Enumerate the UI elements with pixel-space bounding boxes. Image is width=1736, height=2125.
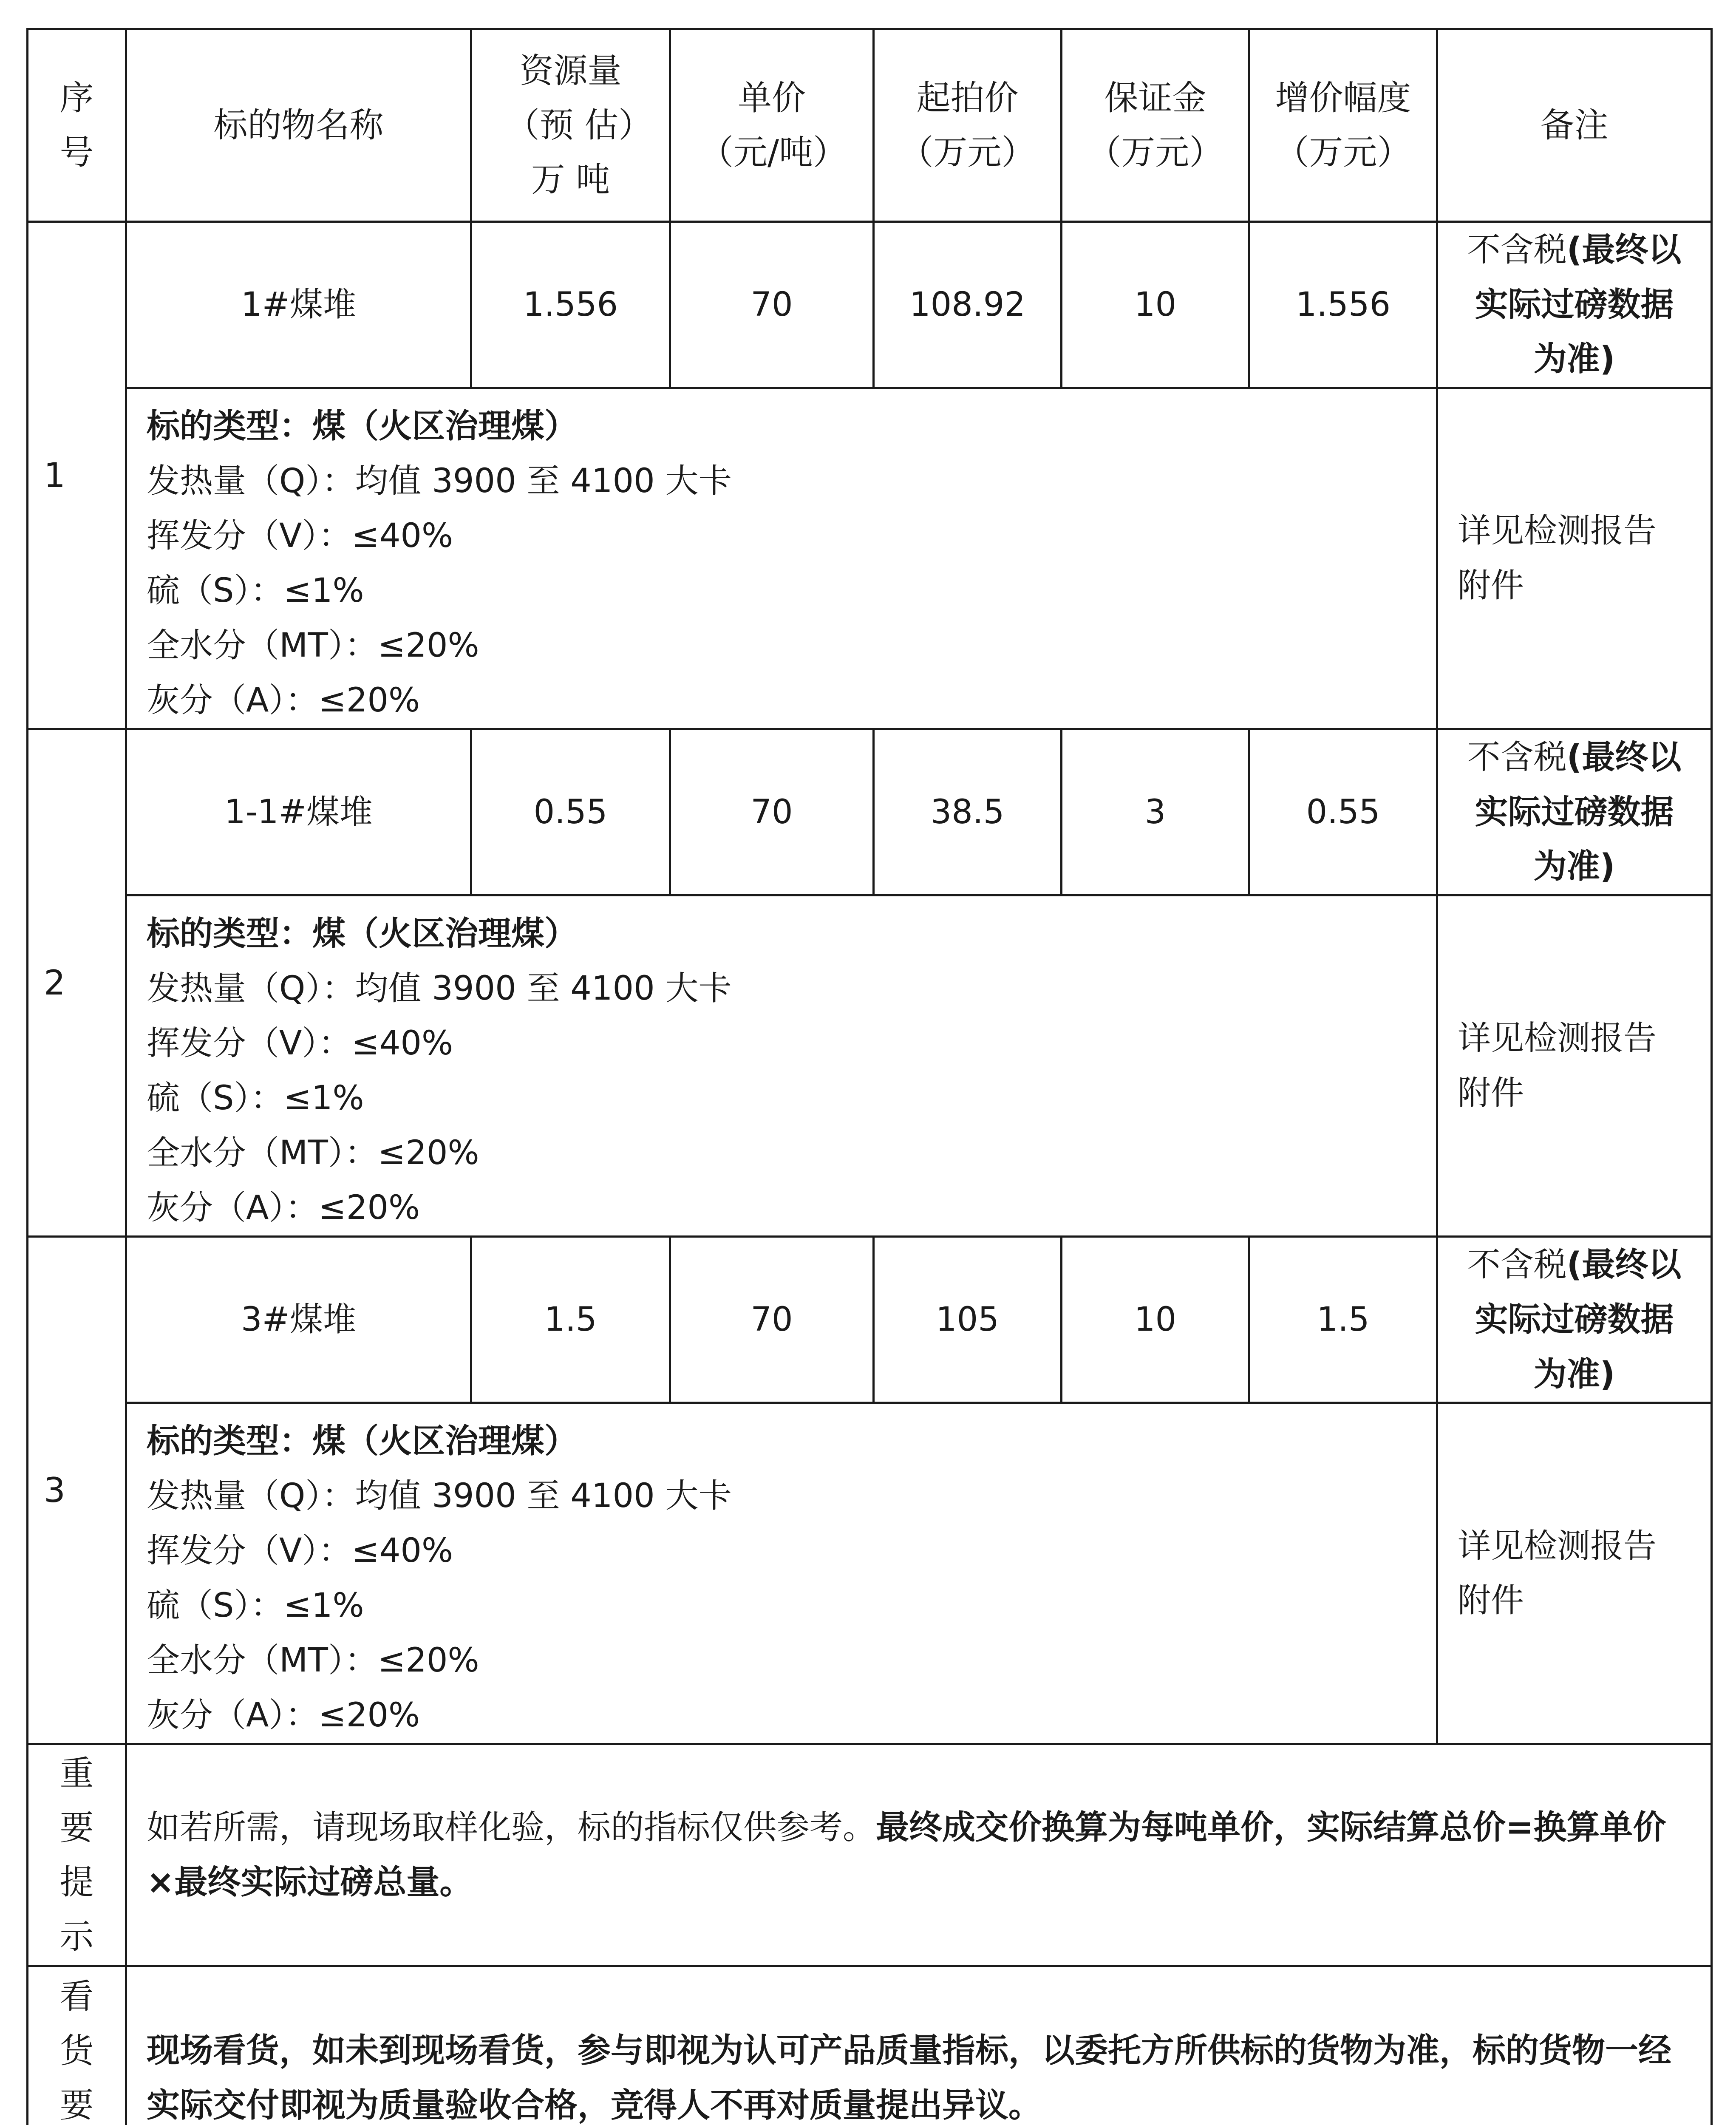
- spec-volatile: 挥发分（V）：≤40%: [147, 1024, 453, 1063]
- inspection-row: [28, 1966, 1712, 2125]
- remark-tax: 不含税: [1467, 738, 1567, 777]
- lot-increment: 0.55: [1249, 729, 1437, 895]
- lot-seq: 1: [28, 222, 126, 729]
- lot-unit-price: 70: [670, 729, 874, 895]
- header-unit-price: 单价（元/吨）: [670, 29, 874, 222]
- important-text: [126, 1744, 1712, 1966]
- spec-moisture: 全水分（MT）：≤20%: [147, 1134, 479, 1173]
- lot-seq: 2: [28, 729, 126, 1237]
- remark-weighing: (最终以实际过磅数据为准): [1475, 231, 1682, 379]
- lot-deposit: 3: [1062, 729, 1249, 895]
- lot-spec: [126, 1403, 1437, 1744]
- inspection-text: [126, 1966, 1712, 2125]
- remark-weighing: (最终以实际过磅数据为准): [1475, 738, 1682, 886]
- spec-title: 标的类型：煤（火区治理煤）: [147, 1422, 578, 1461]
- important-row: [28, 1744, 1712, 1966]
- lot-resource: 1.5: [471, 1237, 670, 1403]
- lot-spec-row: [28, 388, 1712, 729]
- lot-start-price: 38.5: [874, 729, 1062, 895]
- spec-note: 详见检测报告附件: [1437, 1403, 1712, 1744]
- important-text-plain: 如若所需，请现场取样化验，标的指标仅供参考。: [147, 1808, 876, 1847]
- lot-name: 1#煤堆: [126, 222, 471, 388]
- spec-note: 详见检测报告附件: [1437, 388, 1712, 729]
- lot-remark: [1437, 222, 1712, 388]
- spec-moisture: 全水分（MT）：≤20%: [147, 1641, 479, 1680]
- lot-seq: 3: [28, 1237, 126, 1744]
- lot-row: [28, 729, 1712, 895]
- lot-spec: [126, 895, 1437, 1237]
- header-resource: 资源量（预 估）万 吨: [471, 29, 670, 222]
- lot-row: [28, 222, 1712, 388]
- lot-deposit: 10: [1062, 1237, 1249, 1403]
- spec-heat: 发热量（Q）：均值 3900 至 4100 大卡: [147, 969, 732, 1008]
- spec-note: 详见检测报告附件: [1437, 895, 1712, 1237]
- header-increment: 增价幅度（万元）: [1249, 29, 1437, 222]
- spec-title: 标的类型：煤（火区治理煤）: [147, 407, 578, 446]
- lot-start-price: 108.92: [874, 222, 1062, 388]
- spec-volatile: 挥发分（V）：≤40%: [147, 517, 453, 555]
- lot-unit-price: 70: [670, 222, 874, 388]
- spec-heat: 发热量（Q）：均值 3900 至 4100 大卡: [147, 1477, 732, 1516]
- inspection-label: 看货要: [28, 1966, 126, 2125]
- inspection-text-bold: 现场看货，如未到现场看货，参与即视为认可产品质量指标，以委托方所供标的货物为准，标的货物一经实际交付即视为质量验收合格，竞得人不再对质量提出异议。: [147, 2032, 1672, 2125]
- important-text-bold: 最终成交价换算为每吨单价，实际结算总价=换算单价×最终实际过磅总量。: [147, 1808, 1666, 1901]
- lot-resource: 1.556: [471, 222, 670, 388]
- lot-name: 3#煤堆: [126, 1237, 471, 1403]
- remark-tax: 不含税: [1467, 1246, 1567, 1284]
- lot-row: [28, 1237, 1712, 1403]
- lot-increment: 1.5: [1249, 1237, 1437, 1403]
- auction-lot-table: [26, 28, 1713, 2125]
- lot-remark: [1437, 729, 1712, 895]
- remark-weighing: (最终以实际过磅数据为准): [1475, 1246, 1682, 1394]
- spec-sulfur: 硫（S）：≤1%: [147, 1079, 364, 1118]
- header-row: [28, 29, 1712, 222]
- spec-sulfur: 硫（S）：≤1%: [147, 1587, 364, 1625]
- lot-name: 1-1#煤堆: [126, 729, 471, 895]
- spec-moisture: 全水分（MT）：≤20%: [147, 626, 479, 665]
- remark-tax: 不含税: [1467, 231, 1567, 269]
- header-remark: 备注: [1437, 29, 1712, 222]
- important-label: 重要提示: [28, 1744, 126, 1966]
- spec-ash: 灰分（A）：≤20%: [147, 681, 420, 720]
- spec-heat: 发热量（Q）：均值 3900 至 4100 大卡: [147, 462, 732, 501]
- header-start-price: 起拍价（万元）: [874, 29, 1062, 222]
- spec-sulfur: 硫（S）：≤1%: [147, 572, 364, 610]
- lot-resource: 0.55: [471, 729, 670, 895]
- spec-volatile: 挥发分（V）：≤40%: [147, 1532, 453, 1570]
- lot-spec-row: [28, 1403, 1712, 1744]
- lot-start-price: 105: [874, 1237, 1062, 1403]
- lot-unit-price: 70: [670, 1237, 874, 1403]
- spec-ash: 灰分（A）：≤20%: [147, 1696, 420, 1735]
- lot-remark: [1437, 1237, 1712, 1403]
- lot-deposit: 10: [1062, 222, 1249, 388]
- header-seq: 序号: [28, 29, 126, 222]
- lot-spec: [126, 388, 1437, 729]
- spec-title: 标的类型：煤（火区治理煤）: [147, 915, 578, 953]
- lot-increment: 1.556: [1249, 222, 1437, 388]
- spec-ash: 灰分（A）：≤20%: [147, 1189, 420, 1227]
- header-name: 标的物名称: [126, 29, 471, 222]
- header-deposit: 保证金（万元）: [1062, 29, 1249, 222]
- lot-spec-row: [28, 895, 1712, 1237]
